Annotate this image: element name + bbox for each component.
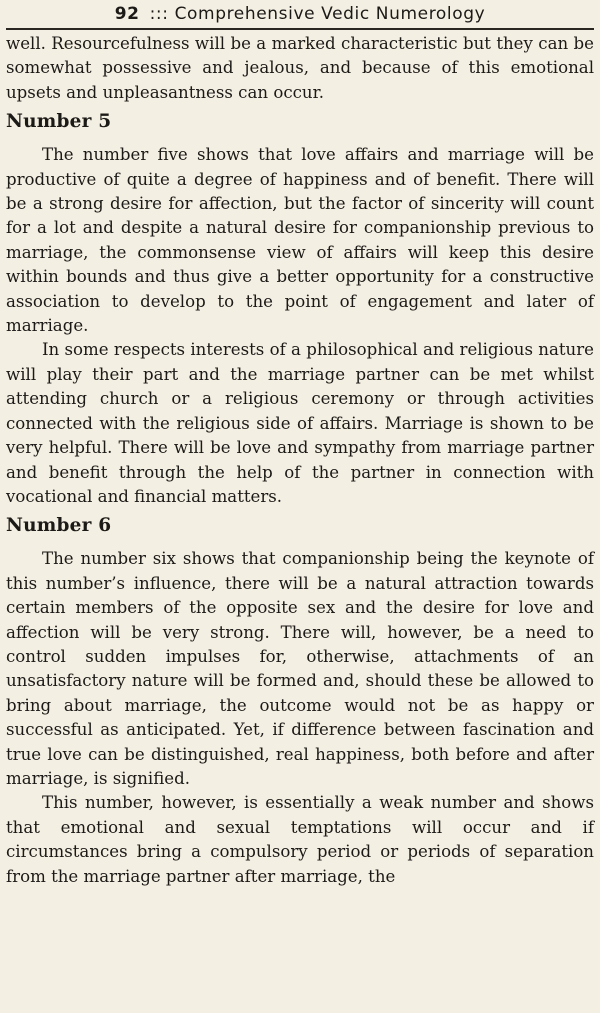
header-separator: :::	[149, 4, 169, 24]
section-heading-number-6: Number 6	[6, 515, 112, 537]
section-heading-number-5: Number 5	[6, 111, 112, 133]
page-number: 92	[114, 4, 140, 24]
header-rule	[6, 28, 594, 30]
paragraph: This number, however, is essentially a weak number and shows that emotional and sexual temptations will occur and if circumstances bring a compulsory period or periods of separation from the marriage partner after marriage, the	[6, 793, 594, 886]
paragraph: In some respects interests of a philosophical and religious nature will play their part and the marriage partner can be met whilst attending church or a religious ceremony or through activities connected with the religious side of affairs. Marriage is shown to be very helpful. There will be love and sympathy from marriage partner and benefit through the help of the partner in connection with vocational and financial matters.	[6, 340, 594, 506]
continuation-paragraph: well. Resourcefulness will be a marked characteristic but they can be somewhat possessive and jealous, and because of this emotional upsets and unpleasantness can occur.	[6, 34, 594, 102]
paragraph: The number five shows that love affairs and marriage will be productive of quite a degree of happiness and of benefit. There will be a strong desire for affection, but the factor of sincerity will count for a lot and despite a natural desire for companionship previous to marriage, the commonsense view of affairs will keep this desire within bounds and thus give a better opportunity for a constructive association to develop to the point of engagement and later of marriage.	[6, 145, 594, 336]
paragraph: The number six shows that companionship being the keynote of this number’s influence, there will be a natural attraction towards certain members of the opposite sex and the desire for love and affection will be very strong. There will, however, be a need to control sudden impulses for, otherwise, attachments of an unsatisfactory nature will be formed and, should these be allowed to bring about marriage, the outcome would not be as happy or successful as anticipated. Yet, if difference between fascination and true love can be distinguished, real happiness, both before and after marriage, is signified.	[6, 549, 594, 788]
body-text	[6, 32, 594, 889]
book-title: Comprehensive Vedic Numerology	[174, 4, 486, 24]
running-head	[6, 0, 594, 28]
